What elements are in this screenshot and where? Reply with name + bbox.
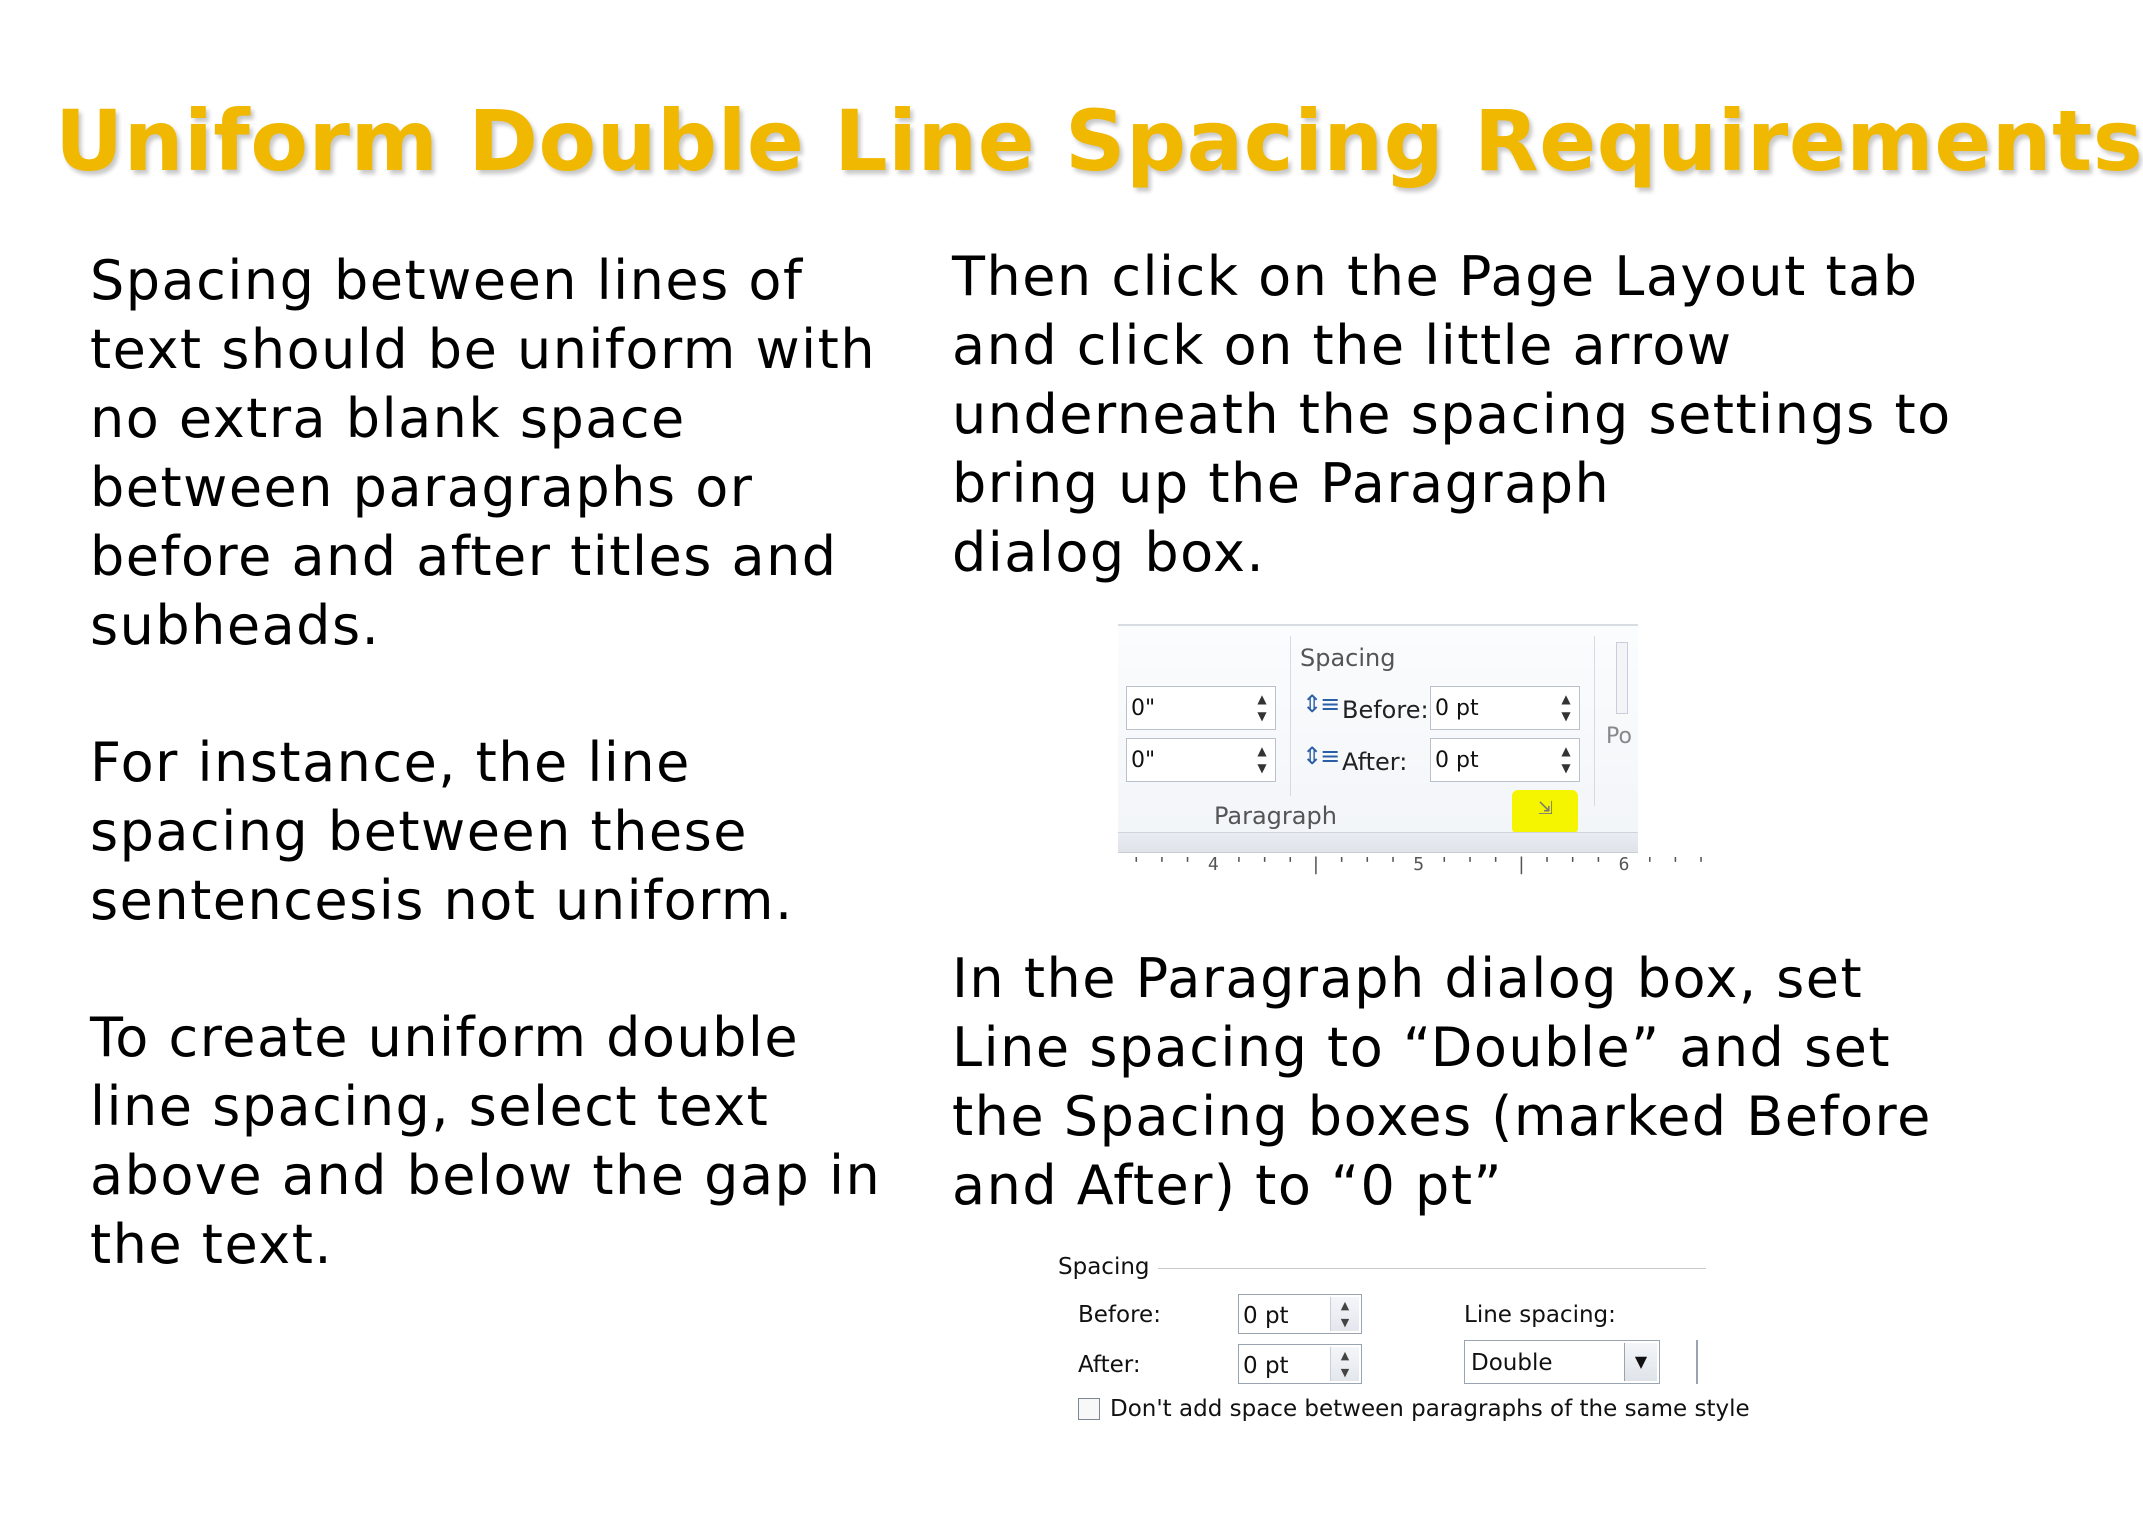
ribbon-before-label: Before: — [1342, 696, 1429, 724]
indent-left-spinner[interactable] — [1126, 686, 1276, 730]
spinner-arrows-icon[interactable]: ▲ ▼ — [1257, 744, 1267, 775]
ribbon-separator — [1594, 636, 1595, 806]
chevron-down-icon[interactable]: ▼ — [1624, 1343, 1657, 1381]
ribbon-separator — [1290, 636, 1291, 796]
ribbon-bottom-bar — [1118, 832, 1638, 853]
dialog-spacing-label: Spacing — [1058, 1254, 1158, 1280]
dialog-before-spinner[interactable] — [1238, 1294, 1362, 1334]
ribbon-after-label: After: — [1342, 748, 1408, 776]
ribbon-before-value: 0 pt — [1435, 696, 1479, 721]
spinner-arrows-icon[interactable]: ▲ ▼ — [1330, 1347, 1359, 1381]
spacing-after-icon: ⇕≡ — [1302, 742, 1339, 770]
paragraph-dialog-spacing — [1048, 1248, 1750, 1448]
dialog-after-value: 0 pt — [1243, 1353, 1289, 1379]
spinner-arrows-icon[interactable]: ▲ ▼ — [1330, 1297, 1359, 1331]
dialog-launcher-icon: ⇲ — [1538, 798, 1554, 819]
dont-add-space-checkbox[interactable] — [1078, 1398, 1100, 1420]
indent-right-spinner[interactable] — [1126, 738, 1276, 782]
spacing-before-icon: ⇕≡ — [1302, 690, 1339, 718]
cut-off-field-edge — [1696, 1340, 1698, 1384]
left-paragraph-3: To create uniform double line spacing, select text above and below the gap in the text. — [90, 1006, 882, 1276]
ribbon-scroll-handle[interactable] — [1616, 642, 1628, 714]
slide-title: Uniform Double Line Spacing Requirements — [55, 92, 2143, 190]
spinner-arrows-icon[interactable]: ▲ ▼ — [1257, 692, 1267, 723]
indent-left-value: 0" — [1131, 696, 1156, 721]
ribbon-after-value: 0 pt — [1435, 748, 1479, 773]
dialog-before-value: 0 pt — [1243, 1303, 1289, 1329]
ruler: ' ' ' 4 ' ' ' | ' ' ' 5 ' ' ' | ' ' ' 6 ' ' ' — [1118, 854, 1722, 875]
ribbon-after-spinner[interactable] — [1430, 738, 1580, 782]
dont-add-space-label[interactable]: Don't add space between paragraphs of the same style — [1110, 1396, 1750, 1422]
dialog-after-label: After: — [1078, 1352, 1141, 1378]
ribbon-group-label: Paragraph — [1214, 802, 1337, 830]
left-paragraph-1: Spacing between lines of text should be uniform with no extra blank space between paragraphs or before and after titles and subheads. — [90, 249, 877, 657]
ribbon-before-spinner[interactable] — [1430, 686, 1580, 730]
spinner-arrows-icon[interactable]: ▲ ▼ — [1561, 744, 1571, 775]
left-paragraph-2: For instance, the line spacing between these sentencesis not uniform. — [90, 731, 794, 932]
ribbon-paragraph-group — [1118, 624, 1722, 876]
line-spacing-label: Line spacing: — [1464, 1302, 1616, 1328]
paragraph-dialog-launcher[interactable] — [1512, 790, 1578, 834]
spinner-arrows-icon[interactable]: ▲ ▼ — [1561, 692, 1571, 723]
ribbon-spacing-label: Spacing — [1300, 644, 1396, 672]
right-paragraph-1: Then click on the Page Layout tab and click on the little arrow underneath the spacing settings to bring up the Paragraph dialog box. — [952, 245, 1952, 584]
dialog-before-label: Before: — [1078, 1302, 1161, 1328]
line-spacing-value: Double — [1471, 1350, 1553, 1376]
left-column — [90, 246, 910, 1279]
line-spacing-select[interactable] — [1464, 1340, 1660, 1384]
right-paragraph-2: In the Paragraph dialog box, set Line spacing to “Double” and set the Spacing boxes (marked Before and After) to “0 pt” — [952, 947, 1932, 1217]
dialog-after-spinner[interactable] — [1238, 1344, 1362, 1384]
ribbon-cutoff-label: Po — [1606, 724, 1632, 749]
indent-right-value: 0" — [1131, 748, 1156, 773]
